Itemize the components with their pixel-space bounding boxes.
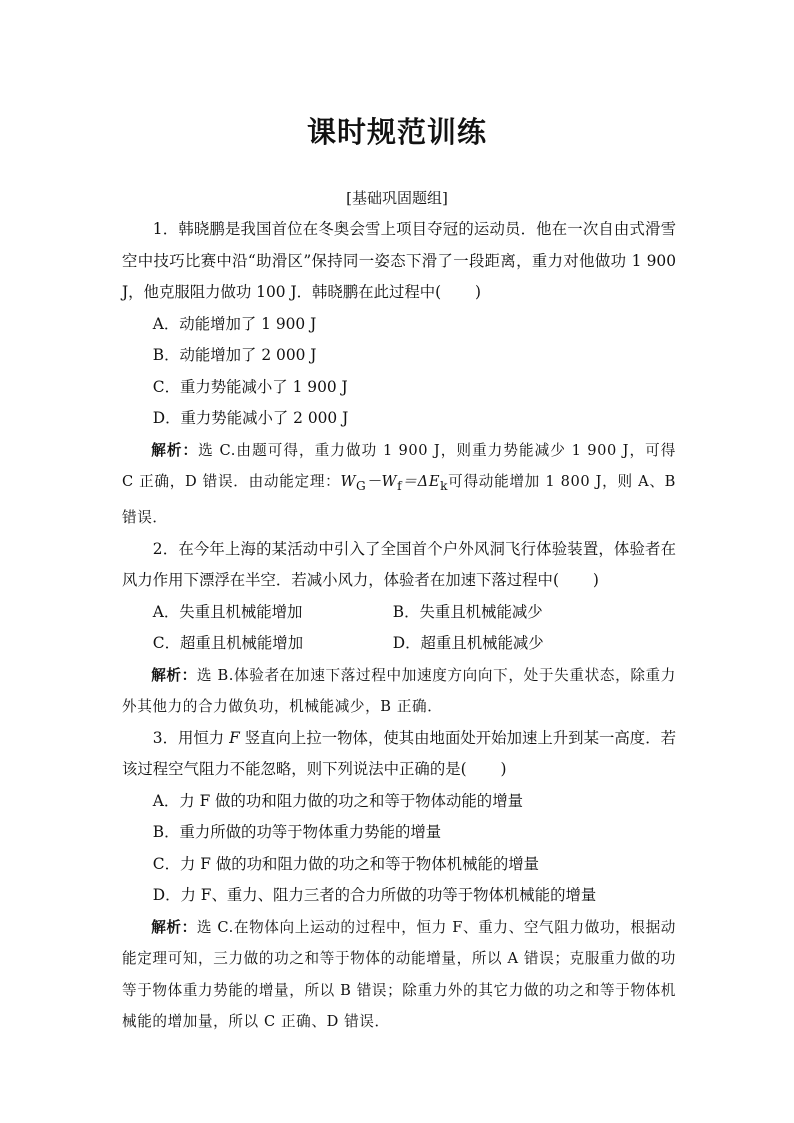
- question-2-option-a: A．失重且机械能增加: [152, 602, 303, 621]
- question-1-stem: 1．韩晓鹏是我国首位在冬奥会雪上项目夺冠的运动员．他在一次自由式滑雪空中技巧比赛中沿“助滑区”保持同一姿态下滑了一段距离，重力对他做功 1 900 J，他克服阻力做功 100 J．韩晓鹏在此过程中( ): [122, 220, 676, 301]
- question-2-options-row-2: [122, 628, 676, 660]
- question-1-option-b: B．动能增加了 2 000 J: [152, 346, 317, 364]
- question-1-option-a: A．动能增加了 1 900 J: [152, 314, 317, 333]
- question-1-analysis: 解析：选 C.由题可得，重力做功 1 900 J，则重力势能减少 1 900 J，可得 C 正确，D 错误．由动能定理：$W_G-W_f=\Delta E_k$可得动能增加 1 800 J，则 A、B 错误．: [122, 441, 676, 527]
- page-title: 课时规范训练: [306, 115, 487, 149]
- question-3-stem: 3．用恒力 F 竖直向上拉一物体，使其由地面处开始加速上升到某一高度．若该过程空气阻力不能忽略，则下列说法中正确的是( ): [122, 728, 676, 779]
- question-2-options-row-1: [122, 597, 676, 629]
- question-3-option-c: C．力 F 做的功和阻力做的功之和等于物体机械能的增量: [152, 854, 540, 873]
- question-3-analysis: 解析：选 C.在物体向上运动的过程中，恒力 F、重力、空气阻力做功，根据动能定理可知，三力做的功之和等于物体的动能增量，所以 A 错误；克服重力做的功等于物体重力势能的增量，所以 B 错误；除重力外的其它力做的功之和等于物体机械能的增加量，所以 C 正确、D 错误．: [122, 918, 676, 1031]
- section-heading: [基础巩固题组]: [346, 189, 448, 207]
- question-3-option-a: A．力 F 做的功和阻力做的功之和等于物体动能的增量: [152, 791, 523, 810]
- document-content: [122, 214, 676, 1038]
- question-1-option-d: D．重力势能减小了 2 000 J: [152, 409, 349, 427]
- question-2-option-b: B．失重且机械能减少: [392, 602, 543, 621]
- question-3-option-d: D．力 F、重力、阻力三者的合力所做的功等于物体机械能的增量: [152, 886, 597, 905]
- question-2-analysis: 解析：选 B.体验者在加速下落过程中加速度方向向下，处于失重状态，除重力外其他力的合力做负功，机械能减少，B 正确．: [122, 666, 676, 716]
- question-3-option-b: B．重力所做的功等于物体重力势能的增量: [152, 823, 442, 842]
- question-2-option-d: D．超重且机械能减少: [392, 634, 544, 653]
- question-2-option-c: C．超重且机械能增加: [152, 634, 304, 653]
- question-2-stem: 2．在今年上海的某活动中引入了全国首个户外风洞飞行体验装置，体验者在风力作用下漂浮在半空．若减小风力，体验者在加速下落过程中( ): [122, 539, 676, 590]
- question-1-option-c: C．重力势能减小了 1 900 J: [152, 377, 348, 396]
